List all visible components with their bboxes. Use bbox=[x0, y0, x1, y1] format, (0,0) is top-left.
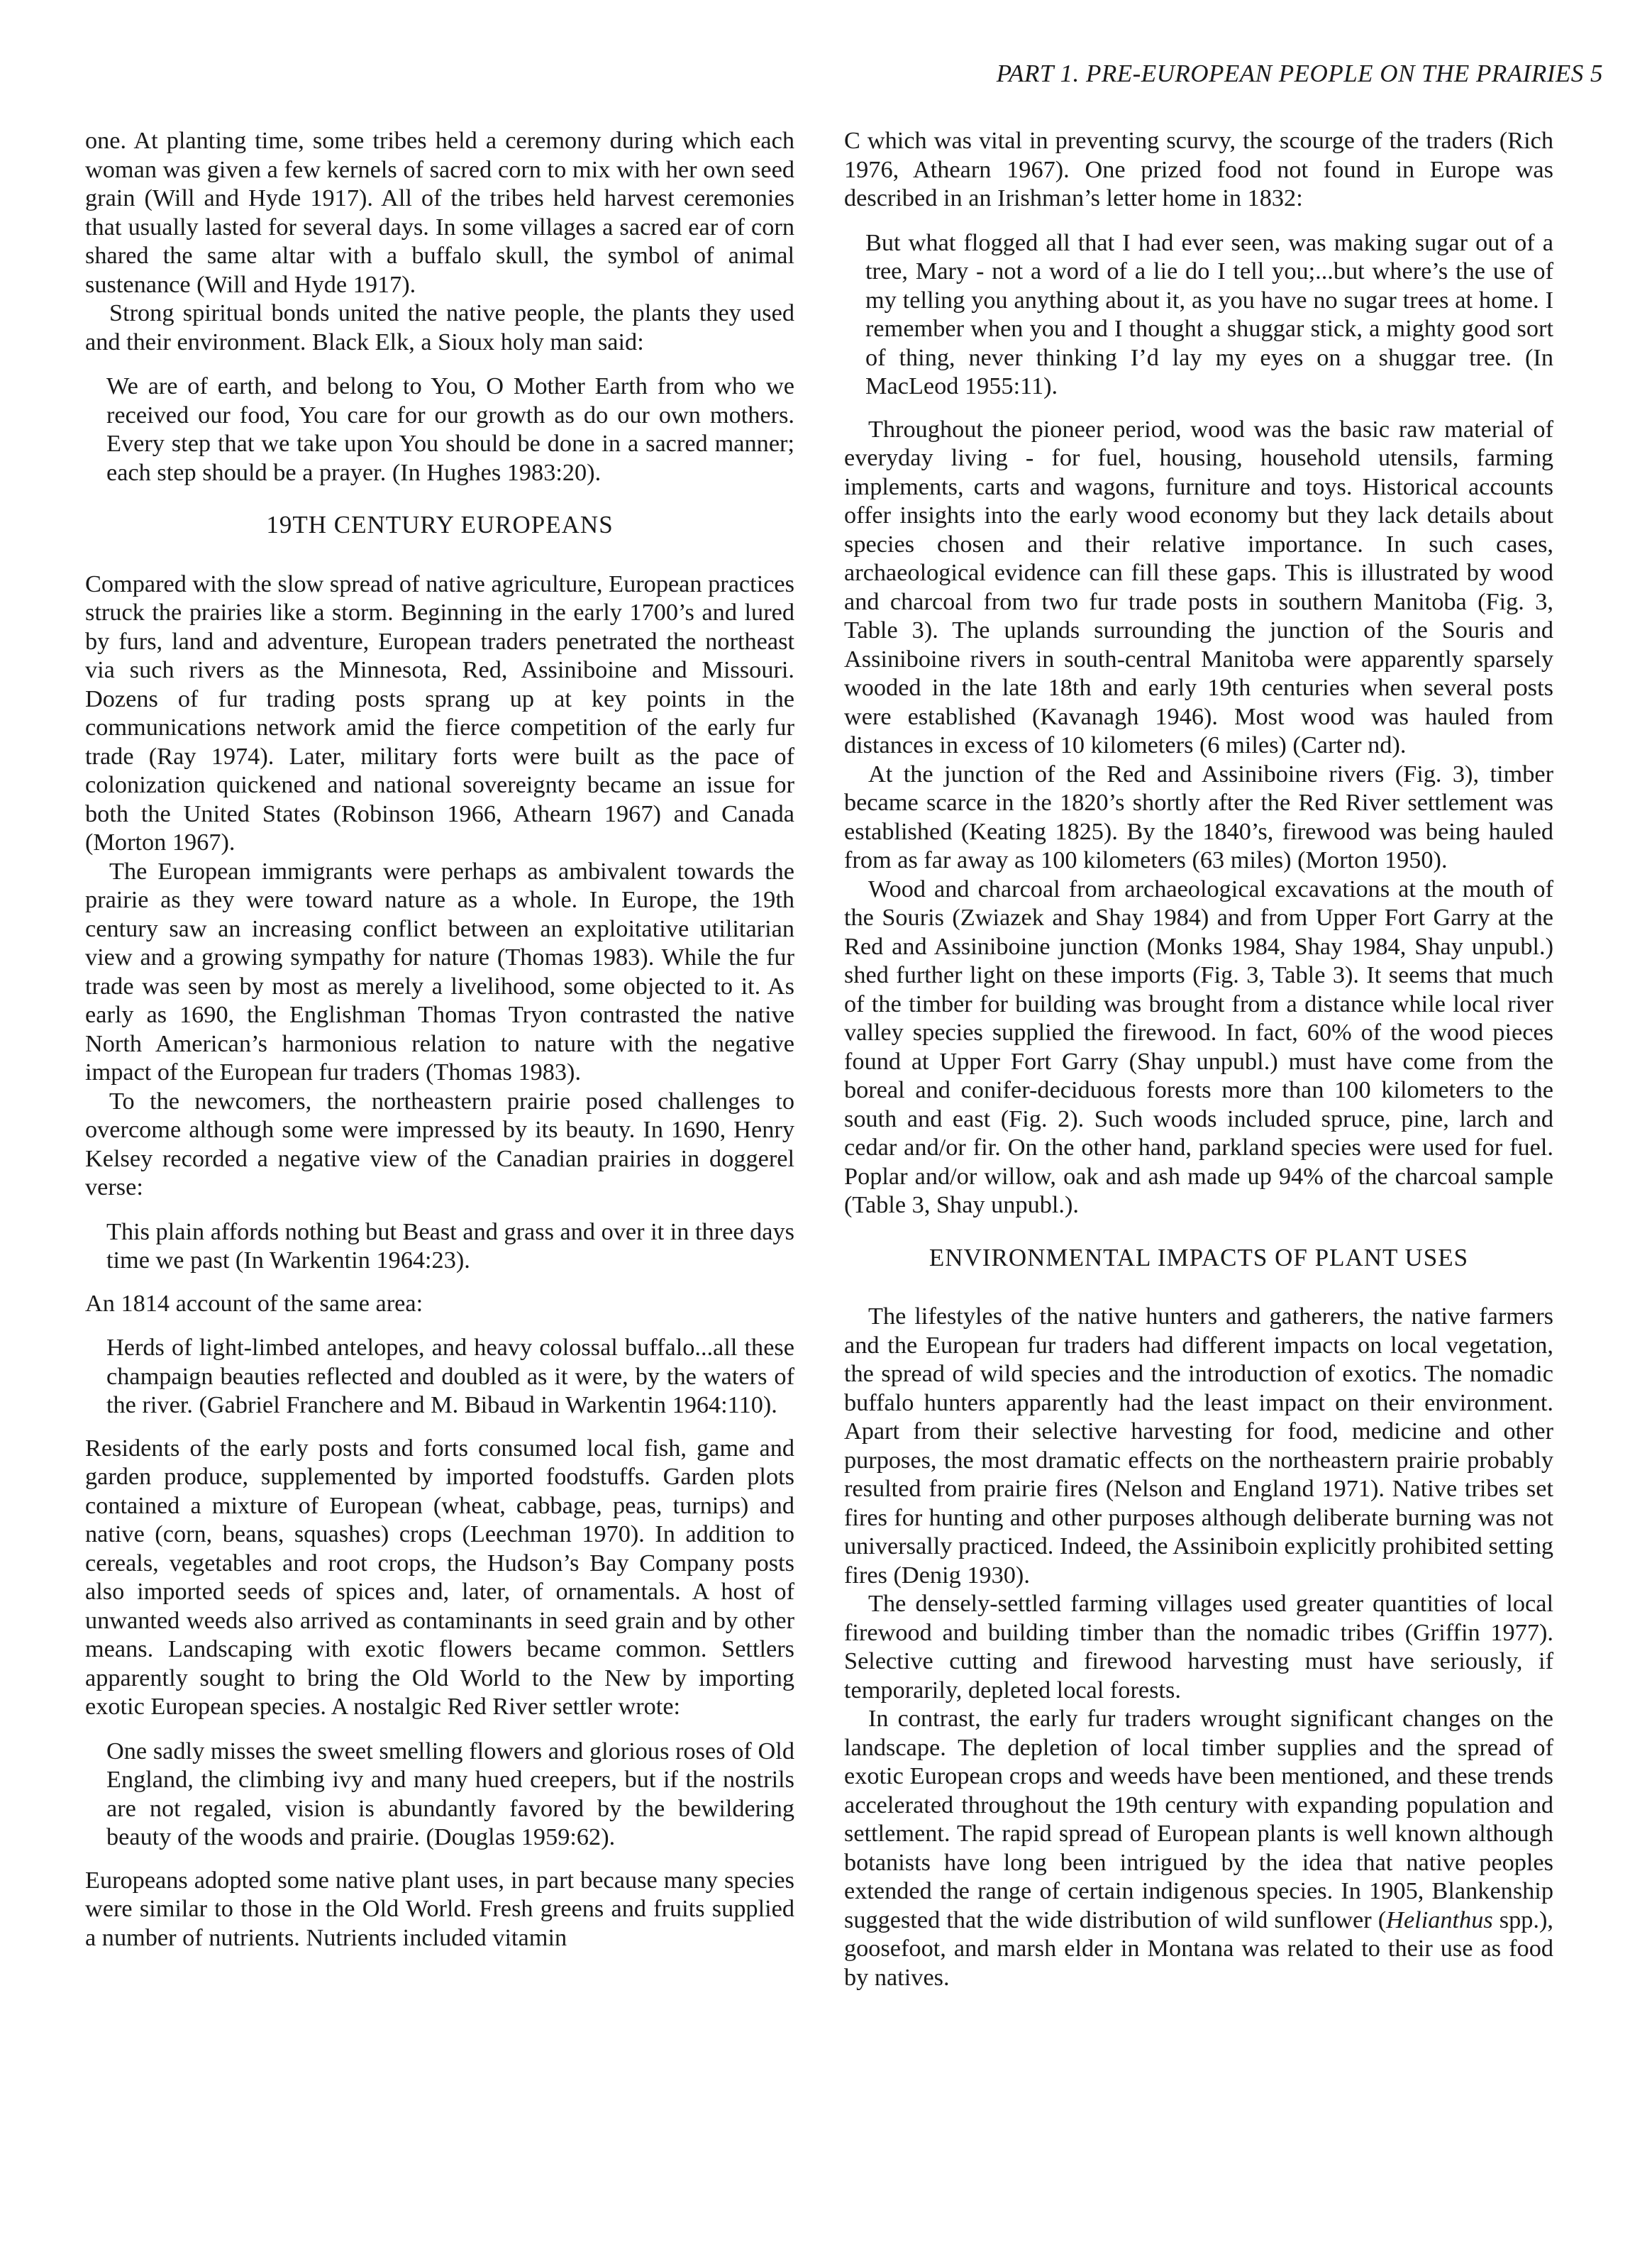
block-quote: But what flogged all that I had ever seen, was making sugar out of a tree, Mary - not a word of a lie do I tell you;...but where’s the use of my telling you anything about it, as you have no sugar trees at home. I remember when you and I thought a shuggar stick, a mighty good sort of thing, never thinking I’d lay my eyes on a shuggar tree. (In MacLeod 1955:11). bbox=[865, 228, 1553, 399]
paragraph: one. At planting time, some tribes held a ceremony during which each woman was given a few kernels of sacred corn to mix with her own seed grain (Will and Hyde 1917). All of the tribes held harvest ceremonies that usually lasted for several days. In some villages a sacred ear of corn shared the same altar with a buffalo skull, the symbol of animal sustenance (Will and Hyde 1917). bbox=[85, 127, 794, 298]
paragraph: At the junction of the Red and Assiniboine rivers (Fig. 3), timber became scarce in the 1820’s shortly after the Red River settlement was established (Keating 1825). By the 1840’s, firewood was being hauled from as far away as 100 kilometers (63 miles) (Morton 1950). bbox=[844, 760, 1553, 873]
paragraph-text: In contrast, the early fur traders wrought significant changes on the landscape. The depletion of local timber supplies and the spread of exotic European crops and weeds have been mentioned, and these trends accelerated throughout the 19th century with expanding population and settlement. The rapid spread of European plants is well known although botanists have long been intrigued by the idea that native peoples extended the range of certain indigenous species. In 1905, Blankenship suggested that the wide distribution of wild sunflower ( bbox=[844, 1705, 1553, 1933]
paragraph: Wood and charcoal from archaeological excavations at the mouth of the Souris (Zwiazek and Shay 1984) and from Upper Fort Garry at the Red and Assiniboine junction (Monks 1984, Shay 1984, Shay unpubl.) shed further light on these imports (Fig. 3, Table 3). It seems that much of the timber for building was brought from a distance while local river valley species supplied the firewood. In fact, 60% of the wood pieces found at Upper Fort Garry (Shay unpubl.) must have come from the boreal and conifer-deciduous forests more than 100 kilometers to the south and east (Fig. 2). Such woods included spruce, pine, larch and cedar and/or fir. On the other hand, parkland species were used for fuel. Poplar and/or willow, oak and ash made up 94% of the charcoal sample (Table 3, Shay unpubl.). bbox=[844, 875, 1553, 1218]
section-heading: ENVIRONMENTAL IMPACTS OF PLANT USES bbox=[928, 1243, 1469, 1271]
paragraph: C which was vital in preventing scurvy, the scourge of the traders (Rich 1976, Athearn 1967). One prized food not found in Europe was described in an Irishman’s letter home in 1832: bbox=[844, 127, 1553, 211]
paragraph bbox=[844, 1704, 1553, 1992]
paragraph: Strong spiritual bonds united the native people, the plants they used and their environment. Black Elk, a Sioux holy man said: bbox=[85, 299, 794, 355]
block-quote: One sadly misses the sweet smelling flowers and glorious roses of Old England, the climbing ivy and many hued creepers, but if the nostrils are not regaled, vision is abundantly favored by the bewildering beauty of the woods and prairie. (Douglas 1959:62). bbox=[106, 1737, 794, 1850]
paragraph: The lifestyles of the native hunters and gatherers, the native farmers and the European fur traders had different impacts on local vegetation, the spread of wild species and the introduction of exotics. The nomadic buffalo hunters apparently had the least impact on their environment. Apart from their selective harvesting for food, medicine and other purposes, the most dramatic effects on the northeastern prairie probably resulted from prairie fires (Nelson and England 1971). Native tribes set fires for hunting and other purposes although deliberate burning was not universally practiced. Indeed, the Assiniboin explicitly prohibited setting fires (Denig 1930). bbox=[844, 1303, 1553, 1589]
section-heading: 19TH CENTURY EUROPEANS bbox=[266, 511, 614, 539]
paragraph: Throughout the pioneer period, wood was the basic raw material of everyday living - for fuel, housing, household utensils, farming implements, carts and wagons, furniture and toys. Historical accounts offer insights into the early wood economy but they lack details about species chosen and their relative importance. In such cases, archaeological evidence can fill these gaps. This is illustrated by wood and charcoal from two fur trade posts in southern Manitoba (Fig. 3, Table 3). The uplands surrounding the junction of the Souris and Assiniboine rivers in south-central Manitoba were apparently sparsely wooded in the late 18th and early 19th centuries when several posts were established (Kavanagh 1946). Most wood was hauled from distances in excess of 10 kilometers (6 miles) (Carter nd). bbox=[844, 415, 1553, 758]
running-header: PART 1. PRE-EUROPEAN PEOPLE ON THE PRAIRIES 5 bbox=[996, 60, 1603, 87]
paragraph: Residents of the early posts and forts consumed local fish, game and garden produce, supplemented by imported foodstuffs. Garden plots contained a mixture of European (wheat, cabbage, peas, turnips) and native (corn, beans, squashes) crops (Leechman 1970). In addition to cereals, vegetables and root crops, the Hudson’s Bay Company posts also imported seeds of spices and, later, of ornamentals. A host of unwanted weeds also arrived as contaminants in seed grain and by other means. Landscaping with exotic flowers became common. Settlers apparently sought to bring the Old World to the New by importing exotic European species. A nostalgic Red River settler wrote: bbox=[85, 1434, 794, 1720]
left-column bbox=[85, 126, 794, 1952]
paragraph: To the newcomers, the northeastern prairie posed challenges to overcome although some were impressed by its beauty. In 1690, Henry Kelsey recorded a negative view of the Canadian prairies in doggerel verse: bbox=[85, 1087, 794, 1200]
paragraph: The European immigrants were perhaps as ambivalent towards the prairie as they were toward nature as a whole. In Europe, the 19th century saw an increasing conflict between an exploitative utilitarian view and a growing sympathy for nature (Thomas 1983). While the fur trade was seen by most as merely a livelihood, some objected to it. As early as 1690, the Englishman Thomas Tryon contrasted the native North American’s harmonious relation to nature with the negative impact of the European fur traders (Thomas 1983). bbox=[85, 857, 794, 1086]
paragraph-text: spp.), goosefoot, and marsh elder in Montana was related to their use as food by natives. bbox=[844, 1906, 1553, 1991]
right-column bbox=[844, 126, 1553, 1992]
block-quote: We are of earth, and belong to You, O Mother Earth from who we received our food, You care for our growth as do our own mothers. Every step that we take upon You should be done in a sacred manner; each step should be a prayer. (In Hughes 1983:20). bbox=[106, 372, 794, 486]
species-name: Helianthus bbox=[1386, 1906, 1493, 1933]
block-quote: This plain affords nothing but Beast and grass and over it in three days time we past (In Warkentin 1964:23). bbox=[106, 1217, 794, 1274]
paragraph: Compared with the slow spread of native agriculture, European practices struck the prairies like a storm. Beginning in the early 1700’s and lured by furs, land and adventure, European traders penetrated the northeast via such rivers as the Minnesota, Red, Assiniboine and Missouri. Dozens of fur trading posts sprang up at key points in the communications network amid the fierce competition of the early fur trade (Ray 1974). Later, military forts were built as the pace of colonization quickened and national sovereignty became an issue for both the United States (Robinson 1966, Athearn 1967) and Canada (Morton 1967). bbox=[85, 570, 794, 856]
paragraph: An 1814 account of the same area: bbox=[85, 1289, 423, 1317]
block-quote: Herds of light-limbed antelopes, and heavy colossal buffalo...all these champaign beauties reflected and doubled as it were, by the waters of the river. (Gabriel Franchere and M. Bibaud in Warkentin 1964:110). bbox=[106, 1334, 794, 1418]
paragraph: The densely-settled farming villages used greater quantities of local firewood and building timber than the nomadic tribes (Griffin 1977). Selective cutting and firewood harvesting must have seriously, if temporarily, depleted local forests. bbox=[844, 1590, 1553, 1703]
paragraph: Europeans adopted some native plant uses, in part because many species were similar to those in the Old World. Fresh greens and fruits supplied a number of nutrients. Nutrients included vitamin bbox=[85, 1866, 794, 1951]
